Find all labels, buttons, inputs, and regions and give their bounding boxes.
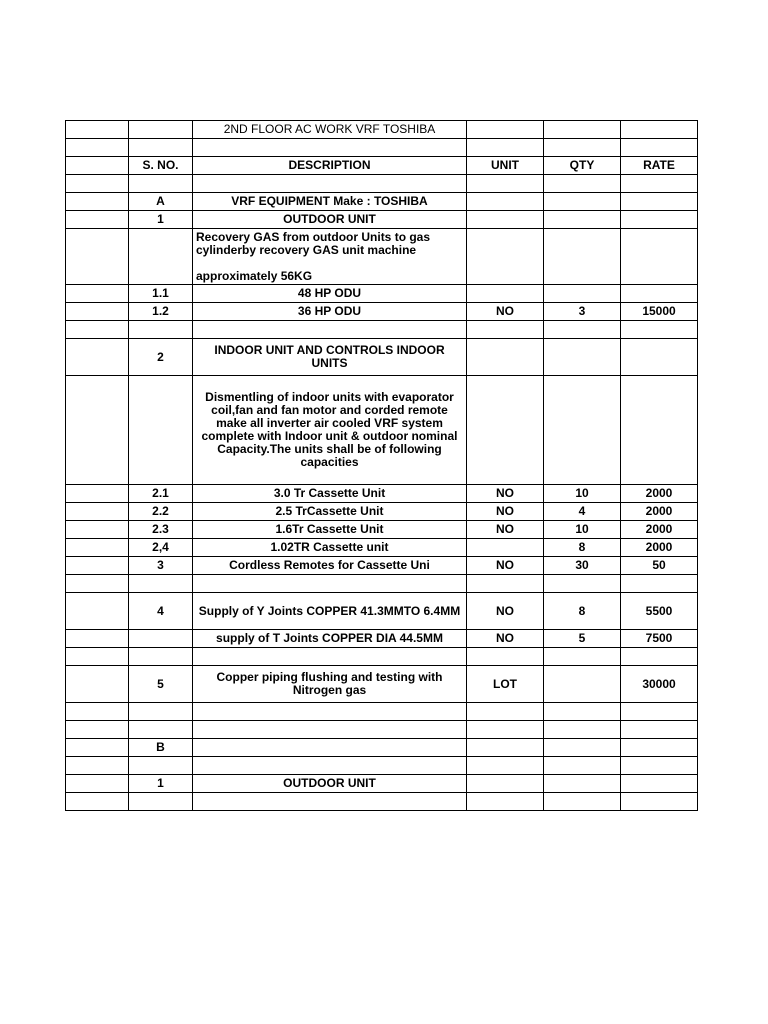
unit-cell: [467, 648, 544, 666]
description-cell: [193, 575, 467, 593]
rate-cell: [621, 376, 698, 485]
boq-table: [65, 120, 698, 811]
rate-cell: [621, 648, 698, 666]
description-cell: 1.02TR Cassette unit: [193, 539, 467, 557]
sno-cell: 4: [129, 593, 193, 630]
rate-cell: 50: [621, 557, 698, 575]
unit-cell: [467, 575, 544, 593]
rate-cell: 15000: [621, 303, 698, 321]
qty-cell: [544, 321, 621, 339]
blank-cell: [621, 139, 698, 157]
blank-cell: [467, 121, 544, 139]
sno-cell: [129, 575, 193, 593]
rate-cell: [621, 339, 698, 376]
unit-cell: [467, 321, 544, 339]
table-row: [66, 503, 698, 521]
qty-cell: [544, 575, 621, 593]
qty-cell: [544, 757, 621, 775]
description-cell: OUTDOOR UNIT: [193, 775, 467, 793]
blank-cell: [66, 630, 129, 648]
description-cell: [193, 793, 467, 811]
unit-cell: [467, 721, 544, 739]
blank-cell: [66, 648, 129, 666]
header-rate: RATE: [621, 157, 698, 175]
sno-cell: 3: [129, 557, 193, 575]
table-row: [66, 229, 698, 285]
blank-cell: [66, 211, 129, 229]
unit-cell: NO: [467, 593, 544, 630]
qty-cell: 4: [544, 503, 621, 521]
rate-cell: [621, 739, 698, 757]
spacer-row: [66, 139, 698, 157]
qty-cell: [544, 648, 621, 666]
blank-cell: [66, 721, 129, 739]
rate-cell: [621, 575, 698, 593]
blank-cell: [66, 321, 129, 339]
unit-cell: [467, 175, 544, 193]
rate-cell: [621, 229, 698, 285]
sno-cell: [129, 721, 193, 739]
table-row: [66, 775, 698, 793]
blank-cell: [66, 285, 129, 303]
unit-cell: LOT: [467, 666, 544, 703]
blank-cell: [66, 793, 129, 811]
sno-cell: 1.1: [129, 285, 193, 303]
blank-cell: [66, 521, 129, 539]
rate-cell: [621, 211, 698, 229]
unit-cell: [467, 775, 544, 793]
unit-cell: NO: [467, 503, 544, 521]
rate-cell: [621, 193, 698, 211]
rate-cell: [621, 703, 698, 721]
sno-cell: 2: [129, 339, 193, 376]
sno-cell: [129, 175, 193, 193]
description-cell: Dismentling of indoor units with evaporator coil,fan and fan motor and corded remote make all inverter air cooled VRF system complete with Indoor unit & outdoor nominal Capacity.The units shall be of following capacities: [193, 376, 467, 485]
description-cell: [193, 703, 467, 721]
qty-cell: [544, 703, 621, 721]
rate-cell: [621, 321, 698, 339]
blank-cell: [66, 775, 129, 793]
blank-cell: [66, 229, 129, 285]
sno-cell: [129, 630, 193, 648]
qty-cell: 5: [544, 630, 621, 648]
description-cell: 2.5 TrCassette Unit: [193, 503, 467, 521]
description-cell: [193, 175, 467, 193]
header-sno: S. NO.: [129, 157, 193, 175]
blank-cell: [66, 539, 129, 557]
description-cell: VRF EQUIPMENT Make : TOSHIBA: [193, 193, 467, 211]
description-cell: supply of T Joints COPPER DIA 44.5MM: [193, 630, 467, 648]
blank-cell: [621, 121, 698, 139]
qty-cell: 8: [544, 539, 621, 557]
rate-cell: [621, 793, 698, 811]
rate-cell: 2000: [621, 485, 698, 503]
sno-cell: 2.2: [129, 503, 193, 521]
description-cell: [193, 648, 467, 666]
sno-cell: 2,4: [129, 539, 193, 557]
unit-cell: [467, 193, 544, 211]
rate-cell: 2000: [621, 521, 698, 539]
unit-cell: NO: [467, 485, 544, 503]
description-cell: [193, 739, 467, 757]
qty-cell: 3: [544, 303, 621, 321]
blank-cell: [66, 121, 129, 139]
rate-cell: 2000: [621, 539, 698, 557]
table-row: [66, 666, 698, 703]
table-row: [66, 593, 698, 630]
qty-cell: [544, 793, 621, 811]
table-row: [66, 557, 698, 575]
description-cell: [193, 757, 467, 775]
qty-cell: 10: [544, 485, 621, 503]
blank-cell: [544, 121, 621, 139]
rate-cell: [621, 175, 698, 193]
qty-cell: [544, 376, 621, 485]
unit-cell: [467, 703, 544, 721]
rate-cell: 5500: [621, 593, 698, 630]
sno-cell: 1: [129, 775, 193, 793]
table-row: [66, 521, 698, 539]
blank-cell: [66, 339, 129, 376]
qty-cell: 8: [544, 593, 621, 630]
header-row: [66, 157, 698, 175]
table-row: [66, 175, 698, 193]
sno-cell: 1: [129, 211, 193, 229]
table-row: [66, 630, 698, 648]
blank-cell: [66, 757, 129, 775]
description-cell: [193, 321, 467, 339]
table-row: [66, 376, 698, 485]
unit-cell: [467, 739, 544, 757]
title-row: [66, 121, 698, 139]
unit-cell: [467, 211, 544, 229]
sno-cell: [129, 703, 193, 721]
sno-cell: [129, 757, 193, 775]
rate-cell: [621, 721, 698, 739]
table-row: [66, 575, 698, 593]
sno-cell: 5: [129, 666, 193, 703]
table-row: [66, 539, 698, 557]
qty-cell: [544, 666, 621, 703]
blank-cell: [66, 303, 129, 321]
blank-cell: [66, 485, 129, 503]
header-description: DESCRIPTION: [193, 157, 467, 175]
sheet-title: 2ND FLOOR AC WORK VRF TOSHIBA: [193, 121, 467, 139]
qty-cell: [544, 229, 621, 285]
unit-cell: [467, 757, 544, 775]
qty-cell: [544, 211, 621, 229]
rate-cell: [621, 285, 698, 303]
description-cell: 1.6Tr Cassette Unit: [193, 521, 467, 539]
blank-cell: [66, 703, 129, 721]
unit-cell: NO: [467, 521, 544, 539]
description-cell: Supply of Y Joints COPPER 41.3MMTO 6.4MM: [193, 593, 467, 630]
blank-cell: [66, 503, 129, 521]
blank-cell: [129, 121, 193, 139]
qty-cell: [544, 175, 621, 193]
qty-cell: [544, 193, 621, 211]
description-cell: 48 HP ODU: [193, 285, 467, 303]
blank-cell: [66, 139, 129, 157]
table-row: [66, 485, 698, 503]
sno-cell: B: [129, 739, 193, 757]
table-row: [66, 321, 698, 339]
blank-cell: [66, 666, 129, 703]
description-cell: Copper piping flushing and testing with Nitrogen gas: [193, 666, 467, 703]
description-cell: [193, 721, 467, 739]
unit-cell: [467, 793, 544, 811]
sno-cell: [129, 321, 193, 339]
rate-cell: 7500: [621, 630, 698, 648]
qty-cell: [544, 775, 621, 793]
unit-cell: [467, 539, 544, 557]
unit-cell: NO: [467, 630, 544, 648]
sno-cell: 2.3: [129, 521, 193, 539]
blank-cell: [544, 139, 621, 157]
qty-cell: [544, 721, 621, 739]
description-cell: Cordless Remotes for Cassette Uni: [193, 557, 467, 575]
table-row: [66, 303, 698, 321]
sno-cell: [129, 648, 193, 666]
qty-cell: [544, 339, 621, 376]
description-cell: 36 HP ODU: [193, 303, 467, 321]
table-row: [66, 793, 698, 811]
qty-cell: [544, 285, 621, 303]
rate-cell: 30000: [621, 666, 698, 703]
unit-cell: [467, 229, 544, 285]
blank-cell: [467, 139, 544, 157]
blank-cell: [66, 575, 129, 593]
blank-cell: [66, 175, 129, 193]
blank-cell: [193, 139, 467, 157]
table-row: [66, 193, 698, 211]
rate-cell: 2000: [621, 503, 698, 521]
blank-cell: [66, 157, 129, 175]
table-row: [66, 648, 698, 666]
unit-cell: NO: [467, 557, 544, 575]
blank-cell: [66, 593, 129, 630]
table-row: [66, 721, 698, 739]
rate-cell: [621, 757, 698, 775]
table-row: [66, 339, 698, 376]
sno-cell: [129, 793, 193, 811]
blank-cell: [66, 739, 129, 757]
header-unit: UNIT: [467, 157, 544, 175]
blank-cell: [66, 376, 129, 485]
sno-cell: 1.2: [129, 303, 193, 321]
table-row: [66, 757, 698, 775]
sno-cell: [129, 229, 193, 285]
table-row: [66, 703, 698, 721]
description-cell: 3.0 Tr Cassette Unit: [193, 485, 467, 503]
blank-cell: [66, 557, 129, 575]
qty-cell: 30: [544, 557, 621, 575]
blank-cell: [66, 193, 129, 211]
header-qty: QTY: [544, 157, 621, 175]
table-row: [66, 285, 698, 303]
sno-cell: [129, 376, 193, 485]
sno-cell: A: [129, 193, 193, 211]
table-row: [66, 211, 698, 229]
table-row: [66, 739, 698, 757]
description-cell: INDOOR UNIT AND CONTROLS INDOOR UNITS: [193, 339, 467, 376]
sno-cell: 2.1: [129, 485, 193, 503]
qty-cell: [544, 739, 621, 757]
qty-cell: 10: [544, 521, 621, 539]
unit-cell: [467, 285, 544, 303]
rate-cell: [621, 775, 698, 793]
blank-cell: [129, 139, 193, 157]
unit-cell: NO: [467, 303, 544, 321]
description-cell: Recovery GAS from outdoor Units to gas cylinderby recovery GAS unit machine approximately 56KG: [193, 229, 467, 285]
description-cell: OUTDOOR UNIT: [193, 211, 467, 229]
unit-cell: [467, 376, 544, 485]
unit-cell: [467, 339, 544, 376]
